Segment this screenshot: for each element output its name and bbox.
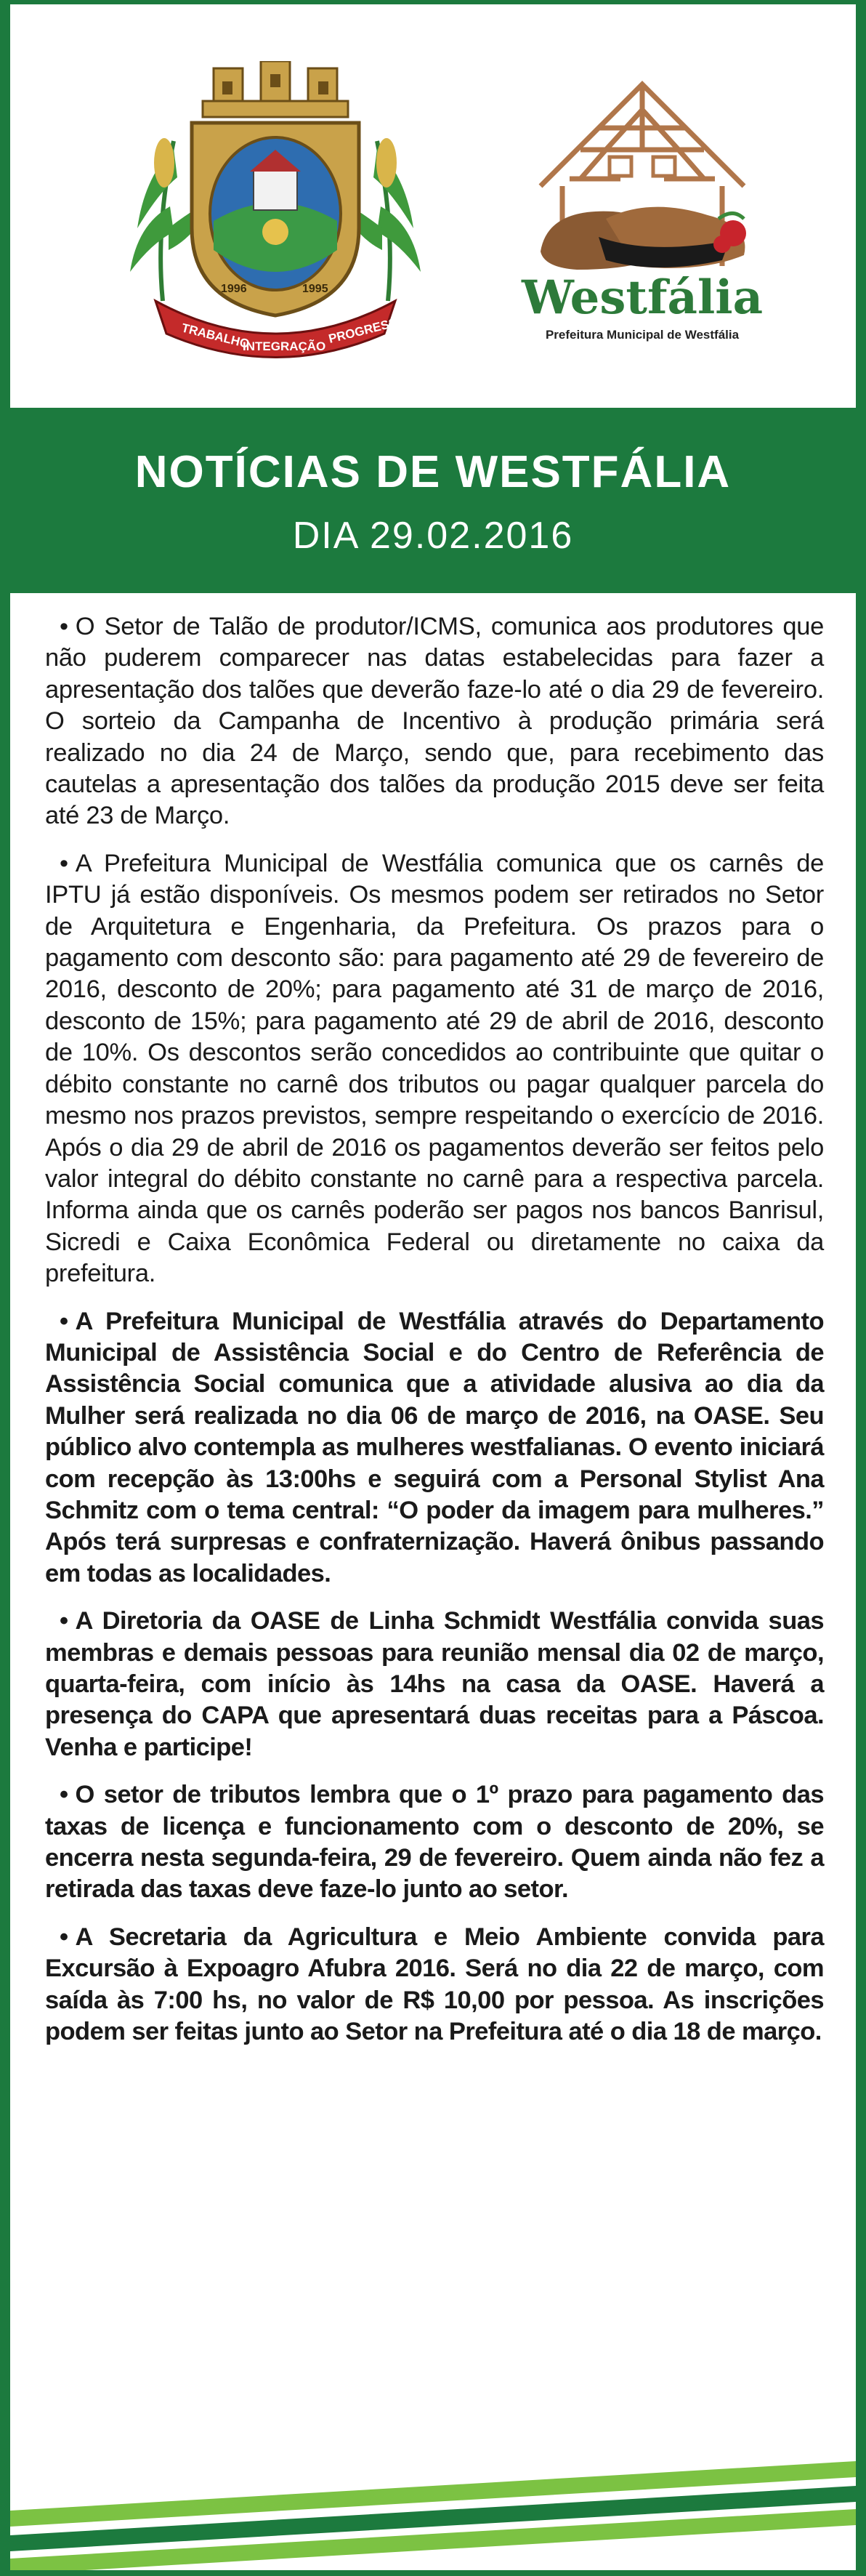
crest-ribbon-word: TRABALHO [180, 321, 251, 351]
brand-name: Westfália [521, 270, 764, 325]
bullet: • [60, 613, 68, 640]
bullet: • [60, 1607, 68, 1635]
coat-of-arms-icon [112, 61, 439, 359]
news-text: A Diretoria da OASE de Linha Schmidt Westfália convida suas membras e demais pessoas para reunião mensal dia 02 de março, quarta-feira, com início às 14hs na casa da OASE. Haverá a presença do CAPA que apresentará duas receitas para a Páscoa. Venha e participe! [45, 1607, 824, 1761]
crest-year: 1995 [302, 283, 328, 295]
news-text: A Prefeitura Municipal de Westfália comunica que os carnês de IPTU já estão disponíveis. Os mesmos podem ser retirados no Setor de Arquitetura e Engenharia, da Prefeitura. Os prazos para o pagamento com desconto são: para pagamento até 29 de fevereiro de 2016, desconto de 20%; para pagamento até 31 de março de 2016, desconto de 15%; para pagamento até 29 de abril de 2016, desconto de 10%. Os descontos serão concedidos ao contribuinte que quitar o débito constante no carnê dos tributos ou pagar qualquer parcela do mesmo nos prazos previstos, sempre respeitando o exercício de 2016. Após o dia 29 de abril de 2016 os pagamentos deverão ser feitos pelo valor integral do débito constante no carnê para a respectiva parcela. Informa ainda que os carnês poderão ser pagos nos bancos Banrisul, Sicredi e Caixa Econômica Federal ou diretamente no caixa da prefeitura. [45, 849, 824, 1288]
news-item [45, 1922, 824, 2048]
crest-year: 1996 [221, 283, 247, 295]
news-item [45, 1779, 824, 1906]
news-text: O Setor de Talão de produtor/ICMS, comunica aos produtores que não puderem comparecer nas datas estabelecidas para fazer a apresentação dos talões que deverão faze-lo até o dia 29 de fevereiro. O sorteio da Campanha de Incentivo à produção primária será realizado no dia 24 de Março, sendo que, para recebimento das cautelas a apresentação dos talões da produção 2015 deve ser feita até 23 de Março. [45, 613, 824, 830]
title-banner [10, 408, 856, 593]
bullet: • [60, 1307, 68, 1335]
news-item [45, 848, 824, 1290]
bullet: • [60, 1923, 68, 1951]
brand-subtitle: Prefeitura Municipal de Westfália [545, 328, 740, 342]
decorative-stripes [10, 2454, 856, 2576]
news-item [45, 1606, 824, 1763]
news-item [45, 1306, 824, 1590]
page-date: DIA 29.02.2016 [292, 515, 574, 557]
logo-header [10, 4, 856, 408]
news-text: A Prefeitura Municipal de Westfália através do Departamento Municipal de Assistência Social e do Centro de Referência de Assistência Social comunica que a atividade alusiva ao dia da Mulher será realizada no dia 06 de março de 2016, na OASE. Seu público alvo contempla as mulheres westfalianas. O evento iniciará com recepção às 13:00hs e seguirá com a Personal Stylist Ana Schmitz com o tema central: “O poder da imagem para mulheres.” Após terá surpresas e confraternização. Haverá ônibus passando em todas as localidades. [45, 1307, 824, 1587]
news-list [45, 611, 824, 2064]
bullet: • [60, 1781, 68, 1809]
news-item [45, 611, 824, 832]
bullet: • [60, 849, 68, 877]
page-title: NOTÍCIAS DE WESTFÁLIA [134, 447, 732, 497]
news-text: A Secretaria da Agricultura e Meio Ambiente convida para Excursão à Expoagro Afubra 2016. Será no dia 22 de março, com saída às 7:00 hs, no valor de R$ 10,00 por pessoa. As inscrições podem ser feitas junto ao Setor na Prefeitura até o dia 18 de março. [45, 1923, 824, 2046]
crest-ribbon-word: INTEGRAÇÃO [243, 339, 326, 353]
news-text: O setor de tributos lembra que o 1º prazo para pagamento das taxas de licença e funcionamento com o desconto de 20%, se encerra nesta segunda-feira, 29 de fevereiro. Quem ainda não fez a retirada das taxas deve faze-lo junto ao setor. [45, 1781, 824, 1904]
crest-ribbon-word: PROGRESSO [327, 313, 408, 346]
